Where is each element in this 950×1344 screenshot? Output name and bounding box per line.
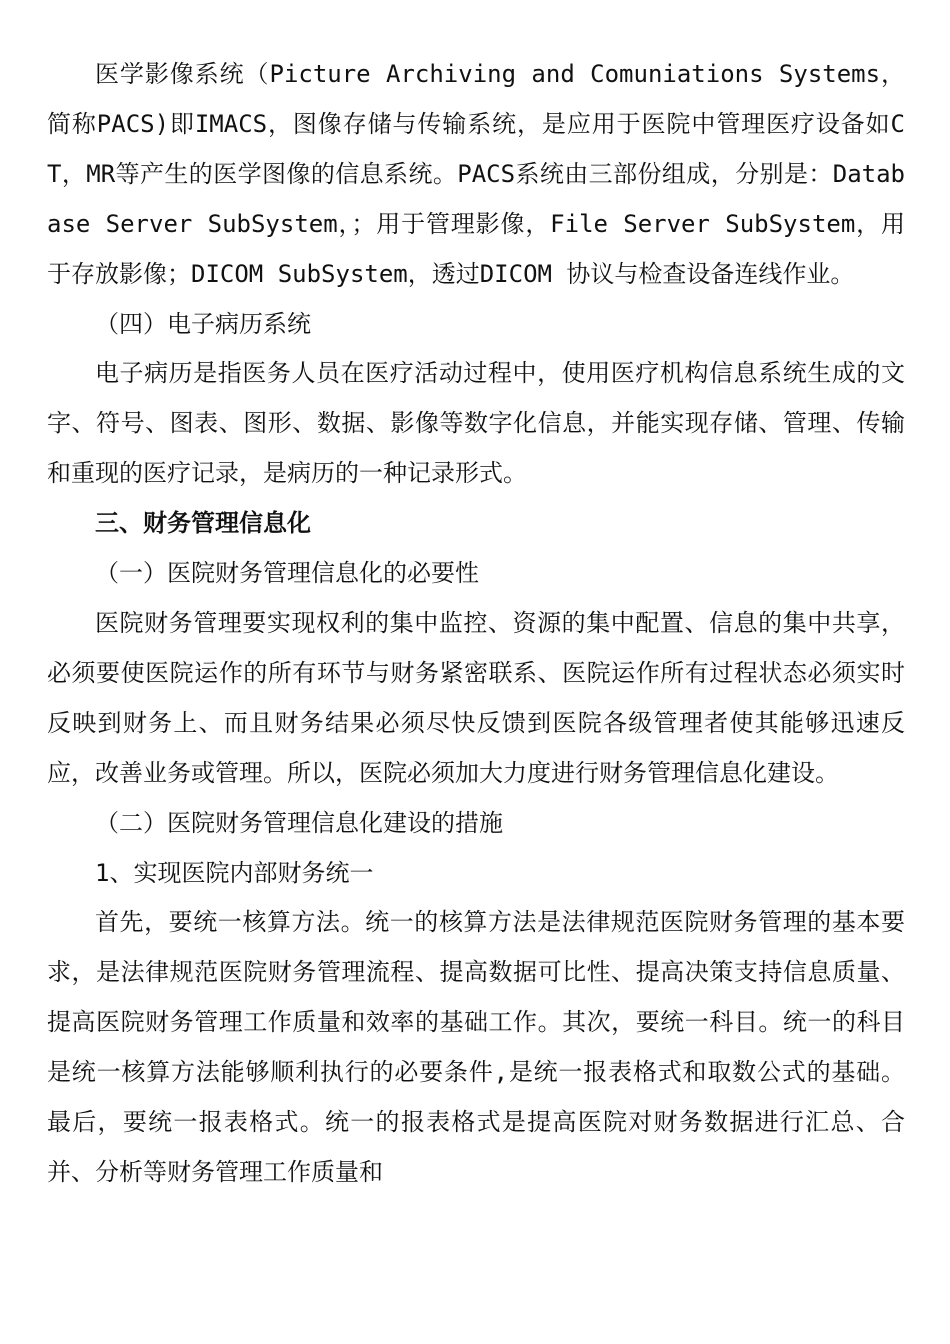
document-page: [47, 50, 905, 1198]
paragraph-emr: 电子病历是指医务人员在医疗活动过程中，使用医疗机构信息系统生成的文字、符号、图表、图形、数据、影像等数字化信息，并能实现存储、管理、传输和重现的医疗记录，是病历的一种记录形式。: [47, 359, 905, 488]
paragraph-unify: 首先，要统一核算方法。统一的核算方法是法律规范医院财务管理的基本要求，是法律规范医院财务管理流程、提高数据可比性、提高决策支持信息质量、提高医院财务管理工作质量和效率的基础工作。其次，要统一科目。统一的科目是统一核算方法能够顺利执行的必要条件,是统一报表格式和取数公式的基础。 最后，要统一报表格式。统一的报表格式是提高医院对财务数据进行汇总、合并、分析等财务管理工作质量和: [47, 908, 905, 1186]
subheading-emr: （四）电子病历系统: [95, 309, 311, 338]
section-heading-finance: 三、财务管理信息化: [95, 509, 311, 538]
paragraph-necessity: 医院财务管理要实现权利的集中监控、资源的集中配置、信息的集中共享，必须要使医院运作的所有环节与财务紧密联系、医院运作所有过程状态必须实时反映到财务上、而且财务结果必须尽快反馈到医院各级管理者使其能够迅速反应，改善业务或管理。所以，医院必须加大力度进行财务管理信息化建设。: [47, 608, 905, 787]
subheading-measures: （二）医院财务管理信息化建设的措施: [95, 808, 503, 837]
subheading-necessity: （一）医院财务管理信息化的必要性: [95, 559, 479, 588]
subheading-unify: 1、实现医院内部财务统一: [95, 858, 374, 887]
paragraph-pacs: 医学影像系统（Picture Archiving and Comuniations Systems，简称PACS)即IMACS，图像存储与传输系统，是应用于医院中管理医疗设备如CT，MR等产生的医学图像的信息系统。PACS系统由三部份组成，分别是：Database Server SubSystem，；用于管理影像，File Server SubSystem，用于存放影像；DICOM SubSystem，透过DICOM 协议与检查设备连线作业。: [47, 60, 905, 288]
